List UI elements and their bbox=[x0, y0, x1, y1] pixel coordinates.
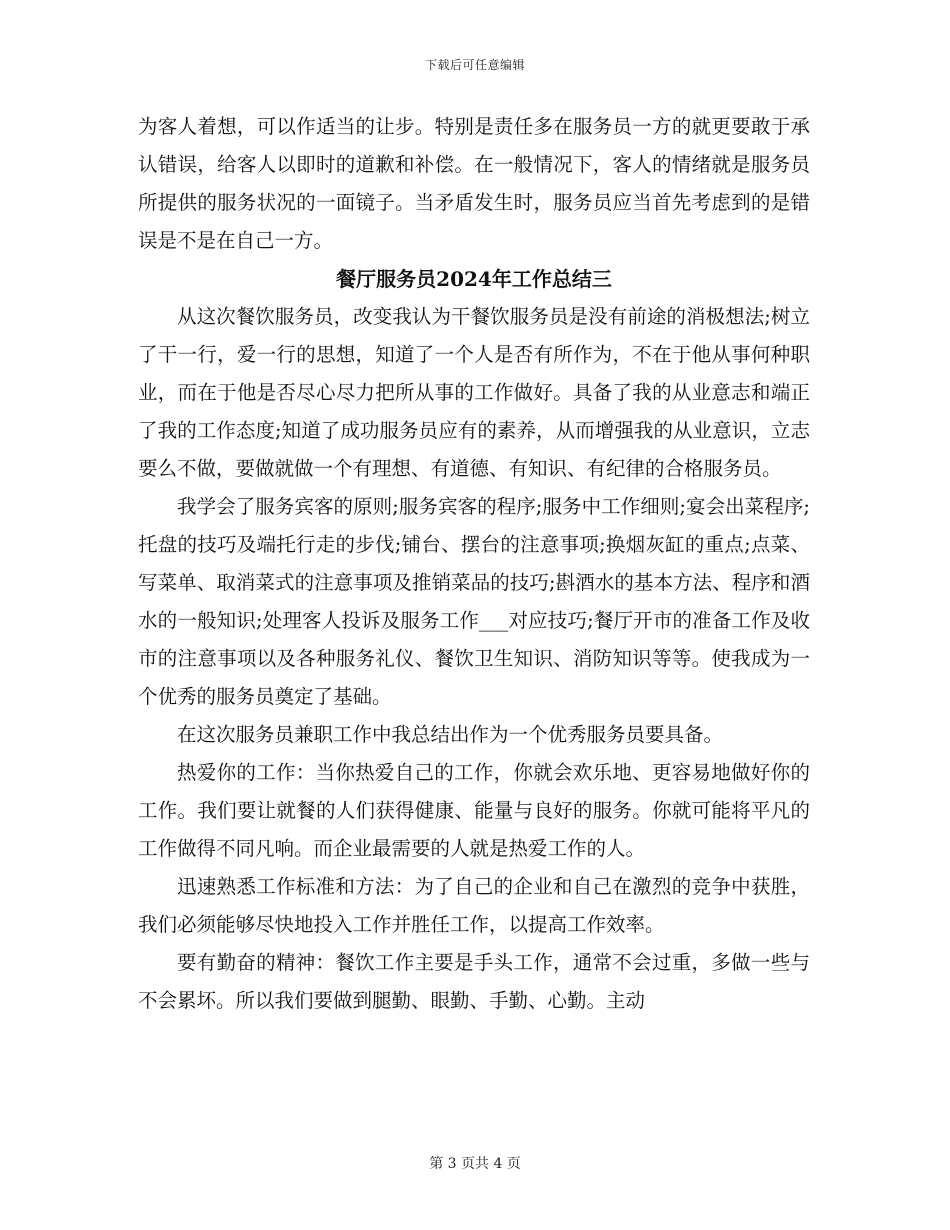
paragraph-summary-intro: 在这次服务员兼职工作中我总结出作为一个优秀服务员要具备。 bbox=[177, 723, 724, 746]
page-footer-number: 第 3 页共 4 页 bbox=[429, 1156, 521, 1172]
section-title: 餐厅服务员2024年工作总结三 bbox=[336, 267, 612, 291]
paragraph-work-standards: 迅速熟悉工作标准和方法：为了自己的企业和自己在激烈的竞争中获胜，我们必须能够尽快地投入工作并胜任工作，以提高工作效率。 bbox=[138, 875, 810, 936]
paragraph-continuation: 为客人着想，可以作适当的让步。特别是责任多在服务员一方的就更要敢于承认错误，给客人以即时的道歉和补偿。在一般情况下，客人的情绪就是服务员所提供的服务状况的一面镜子。当矛盾发生时，服务员应当首先考虑到的是错误是不是在自己一方。 bbox=[138, 115, 810, 252]
paragraph-diligence: 要有勤奋的精神：餐饮工作主要是手头工作，通常不会过重，多做一些与不会累坏。所以我们要做到腿勤、眼勤、手勤、心勤。主动 bbox=[138, 951, 810, 1012]
paragraph-love-work: 热爱你的工作：当你热爱自己的工作，你就会欢乐地、更容易地做好你的工作。我们要让就餐的人们获得健康、能量与良好的服务。你就可能将平凡的工作做得不同凡响。而企业最需要的人就是热爱工作的人。 bbox=[138, 761, 810, 860]
document-body bbox=[138, 108, 810, 1020]
page-header-note: 下载后可任意编辑 bbox=[424, 58, 525, 72]
paragraph-mindset: 从这次餐饮服务员，改变我认为干餐饮服务员是没有前途的消极想法;树立了干一行，爱一行的思想，知道了一个人是否有所作为，不在于他从事何种职业，而在于他是否尽心尽力把所从事的工作做好。具备了我的从业意志和端正了我的工作态度;知道了成功服务员应有的素养，从而增强我的从业意识，立志要么不做，要做就做一个有理想、有道德、有知识、有纪律的合格服务员。 bbox=[138, 305, 810, 480]
paragraph-skills-learned: 我学会了服务宾客的原则;服务宾客的程序;服务中工作细则;宴会出菜程序;托盘的技巧及端托行走的步伐;铺台、摆台的注意事项;换烟灰缸的重点;点菜、写菜单、取消菜式的注意事项及推销菜品的技巧;斟酒水的基本方法、程序和酒水的一般知识;处理客人投诉及服务工作___对应技巧;餐厅开市的准备工作及收市的注意事项以及各种服务礼仪、餐饮卫生知识、消防知识等等。使我成为一个优秀的服务员奠定了基础。 bbox=[138, 495, 810, 708]
